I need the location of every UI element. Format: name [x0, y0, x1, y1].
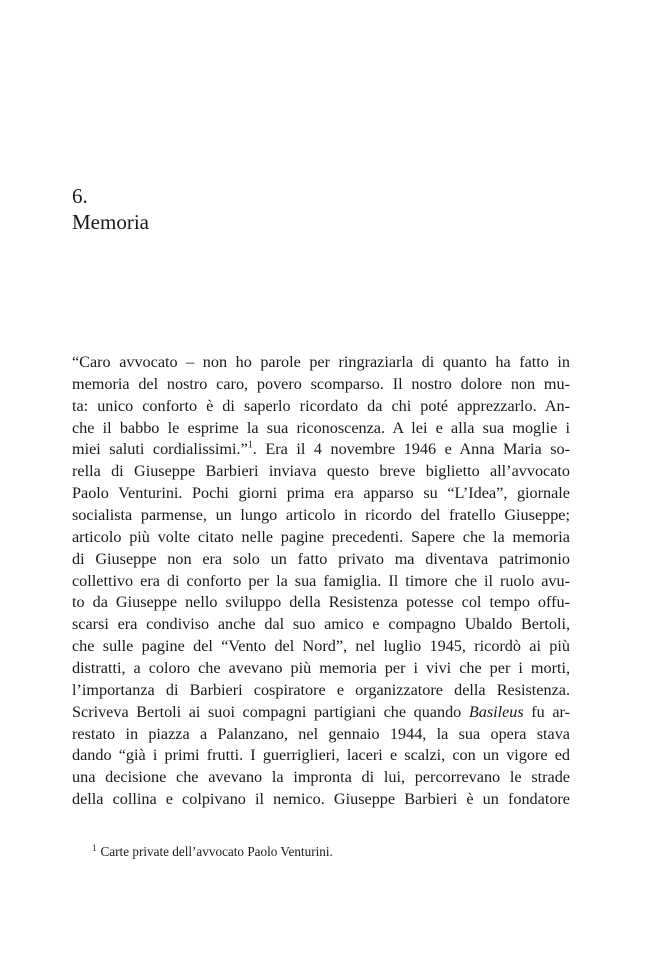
text-fragment: Scriveva Bertoli ai suoi compagni partigiani che quando [72, 702, 469, 721]
text-line: l’importanza di Barbieri cospiratore e organizzatore della Resistenza. [72, 680, 570, 699]
footnote [92, 843, 333, 861]
text-line: scarsi era condiviso anche dal suo amico e compagno Ubaldo Bertoli, [72, 615, 570, 634]
chapter-heading [72, 183, 572, 235]
text-line: restato in piazza a Palanzano, nel gennaio 1944, la sua opera stava [72, 724, 570, 743]
text-line: articolo più volte citato nelle pagine precedenti. Sapere che la memoria [72, 527, 570, 546]
text-line: rella di Giuseppe Barbieri inviava questo breve biglietto all’avvocato [72, 462, 570, 481]
body-text [72, 352, 570, 811]
text-line: ta: unico conforto è di saperlo ricordato da chi poté apprezzarlo. An- [72, 396, 570, 415]
text-line: collettivo era di conforto per la sua famiglia. Il timore che il ruolo avu- [72, 571, 570, 590]
text-line: distratti, a coloro che avevano più memoria per i vivi che per i morti, [72, 659, 570, 678]
text-line: che il babbo le esprime la sua riconoscenza. A lei e alla sua moglie i [72, 418, 570, 437]
text-line: memoria del nostro caro, povero scomparso. Il nostro dolore non mu- [72, 374, 570, 393]
footnote-text: Carte private dell’avvocato Paolo Venturini. [100, 844, 333, 859]
text-line: di Giuseppe non era solo un fatto privato ma diventava patrimonio [72, 549, 570, 568]
footnote-reference: 1 [247, 440, 253, 452]
text-line: della collina e colpivano il nemico. Giuseppe Barbieri è un fondatore [72, 790, 570, 809]
text-fragment: miei saluti cordialissimi.” [72, 440, 248, 459]
text-line: che sulle pagine del “Vento del Nord”, nel luglio 1945, ricordò ai più [72, 637, 570, 656]
text-line: Paolo Venturini. Pochi giorni prima era apparso su “L’Idea”, giornale [72, 484, 570, 503]
chapter-title: Memoria [72, 210, 149, 234]
chapter-number: 6. [72, 184, 88, 208]
text-line: dando “già i primi frutti. I guerriglieri, laceri e scalzi, con un vigore ed [72, 746, 570, 765]
text-line [72, 702, 570, 724]
italic-name: Basileus [468, 702, 524, 721]
footnote-number: 1 [92, 842, 97, 853]
text-line: “Caro avvocato – non ho parole per ringraziarla di quanto ha fatto in [72, 353, 570, 371]
text-fragment: . Era il 4 novembre 1946 e Anna Maria so- [252, 440, 570, 459]
text-line: socialista parmense, un lungo articolo in ricordo del fratello Giuseppe; [72, 506, 570, 525]
text-line: una decisione che avevano la impronta di lui, percorrevano le strade [72, 768, 570, 787]
text-line [72, 439, 570, 461]
text-fragment: fu ar- [523, 702, 570, 721]
text-line: to da Giuseppe nello sviluppo della Resistenza potesse col tempo offu- [72, 593, 570, 612]
